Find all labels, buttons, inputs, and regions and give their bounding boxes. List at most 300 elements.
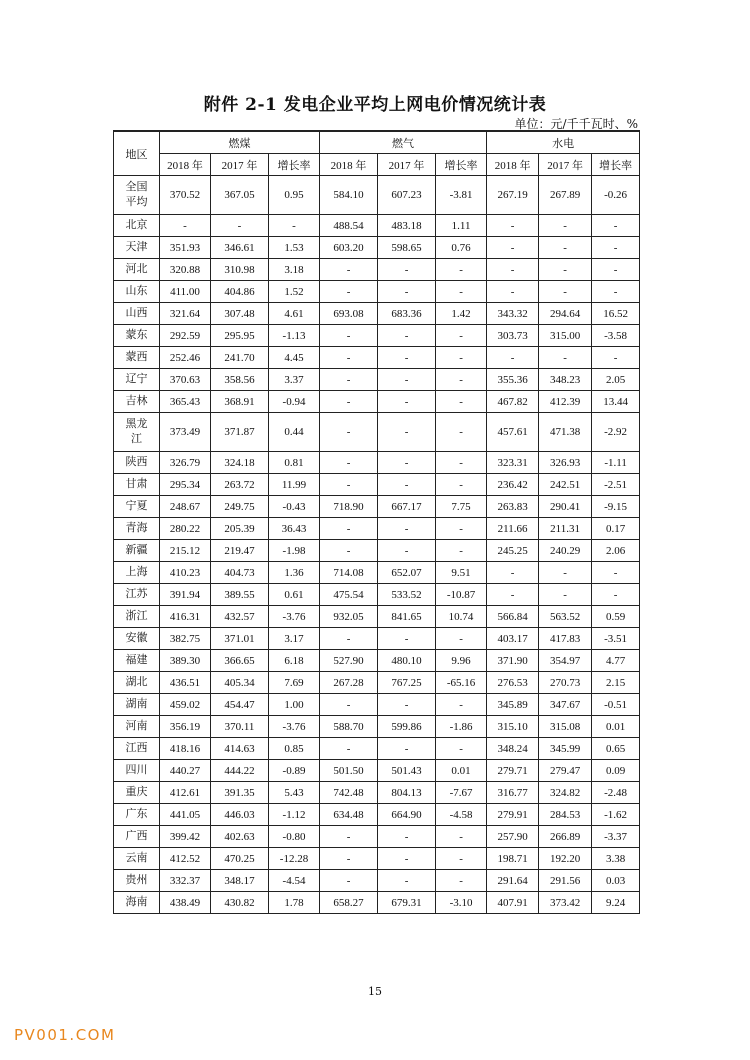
value-cell: 3.38 [592,848,640,870]
value-cell: 4.77 [592,650,640,672]
value-cell: - [320,848,378,870]
value-cell: - [436,738,487,760]
header-sub: 增长率 [592,154,640,176]
region-cell: 全国平均 [114,176,160,215]
value-cell: 0.01 [436,760,487,782]
value-cell: 236.42 [487,474,539,496]
value-cell: - [487,215,539,237]
value-cell: 603.20 [320,237,378,259]
value-cell: -1.62 [592,804,640,826]
value-cell: 270.73 [539,672,592,694]
table-row [114,237,640,259]
value-cell: - [436,413,487,452]
value-cell: - [378,452,436,474]
value-cell: - [487,237,539,259]
value-cell: 404.86 [211,281,269,303]
table-row [114,281,640,303]
value-cell: 412.39 [539,391,592,413]
value-cell: 347.67 [539,694,592,716]
value-cell: - [539,281,592,303]
table-row [114,518,640,540]
header-sub: 2017 年 [378,154,436,176]
value-cell: 430.82 [211,892,269,914]
region-cell: 湖北 [114,672,160,694]
value-cell: 436.51 [160,672,211,694]
value-cell: - [378,848,436,870]
value-cell: 295.34 [160,474,211,496]
value-cell: 11.99 [269,474,320,496]
value-cell: 417.83 [539,628,592,650]
value-cell: 1.36 [269,562,320,584]
value-cell: 454.47 [211,694,269,716]
region-cell: 河南 [114,716,160,738]
value-cell: - [539,237,592,259]
value-cell: 358.56 [211,369,269,391]
value-cell: -3.51 [592,628,640,650]
region-cell: 四川 [114,760,160,782]
value-cell: - [378,325,436,347]
value-cell: -2.92 [592,413,640,452]
header-sub: 2017 年 [211,154,269,176]
table-row [114,848,640,870]
value-cell: 0.76 [436,237,487,259]
value-cell: - [539,215,592,237]
region-cell: 黑龙江 [114,413,160,452]
value-cell: 267.28 [320,672,378,694]
value-cell: 403.17 [487,628,539,650]
value-cell: -7.67 [436,782,487,804]
value-cell: - [320,325,378,347]
value-cell: - [320,518,378,540]
region-cell: 天津 [114,237,160,259]
value-cell: 382.75 [160,628,211,650]
value-cell: 280.22 [160,518,211,540]
value-cell: 446.03 [211,804,269,826]
value-cell: 295.95 [211,325,269,347]
value-cell: - [436,518,487,540]
table-row [114,215,640,237]
value-cell: - [320,391,378,413]
value-cell: 457.61 [487,413,539,452]
value-cell: - [378,369,436,391]
value-cell: 1.42 [436,303,487,325]
value-cell: 742.48 [320,782,378,804]
value-cell: -10.87 [436,584,487,606]
value-cell: 355.36 [487,369,539,391]
value-cell: 370.63 [160,369,211,391]
value-cell: 488.54 [320,215,378,237]
value-cell: 248.67 [160,496,211,518]
table-row [114,694,640,716]
value-cell: - [436,848,487,870]
value-cell: -0.51 [592,694,640,716]
value-cell: 767.25 [378,672,436,694]
value-cell: 326.79 [160,452,211,474]
value-cell: 205.39 [211,518,269,540]
value-cell: 407.91 [487,892,539,914]
value-cell: 215.12 [160,540,211,562]
table-row [114,606,640,628]
value-cell: 343.32 [487,303,539,325]
header-sub: 2018 年 [487,154,539,176]
value-cell: 0.44 [269,413,320,452]
value-cell: 346.61 [211,237,269,259]
value-cell: 252.46 [160,347,211,369]
value-cell: 279.91 [487,804,539,826]
value-cell: 2.06 [592,540,640,562]
value-cell: 598.65 [378,237,436,259]
value-cell: 320.88 [160,259,211,281]
table-row [114,369,640,391]
value-cell: 373.49 [160,413,211,452]
value-cell: 303.73 [487,325,539,347]
value-cell: - [320,281,378,303]
value-cell: 444.22 [211,760,269,782]
value-cell: - [487,562,539,584]
value-cell: 242.51 [539,474,592,496]
value-cell: - [436,474,487,496]
table-row [114,892,640,914]
region-cell: 浙江 [114,606,160,628]
region-cell: 安徽 [114,628,160,650]
header-group-coal: 燃煤 [160,131,320,154]
value-cell: 249.75 [211,496,269,518]
table-title: 附件 2-1 发电企业平均上网电价情况统计表 [203,95,547,115]
value-cell: 321.64 [160,303,211,325]
value-cell: 16.52 [592,303,640,325]
value-cell: - [378,540,436,562]
table-row [114,176,640,215]
value-cell: -1.11 [592,452,640,474]
table-row [114,804,640,826]
value-cell: 1.00 [269,694,320,716]
table-row [114,562,640,584]
value-cell: 533.52 [378,584,436,606]
value-cell: 0.81 [269,452,320,474]
value-cell: - [436,369,487,391]
value-cell: 405.34 [211,672,269,694]
value-cell: -0.89 [269,760,320,782]
value-cell: - [436,325,487,347]
value-cell: 634.48 [320,804,378,826]
value-cell: - [592,215,640,237]
value-cell: 399.42 [160,826,211,848]
table-row [114,413,640,452]
value-cell: - [436,628,487,650]
value-cell: 240.29 [539,540,592,562]
value-cell: - [539,347,592,369]
value-cell: 5.43 [269,782,320,804]
value-cell: - [436,540,487,562]
value-cell: - [592,237,640,259]
value-cell: 527.90 [320,650,378,672]
value-cell: 291.56 [539,870,592,892]
value-cell: 373.42 [539,892,592,914]
value-cell: 2.15 [592,672,640,694]
value-cell: 348.24 [487,738,539,760]
value-cell: -0.80 [269,826,320,848]
value-cell: - [320,259,378,281]
value-cell: - [320,452,378,474]
value-cell: - [436,347,487,369]
value-cell: - [378,694,436,716]
value-cell: 371.90 [487,650,539,672]
region-cell: 江西 [114,738,160,760]
value-cell: 932.05 [320,606,378,628]
value-cell: - [487,347,539,369]
value-cell: 291.64 [487,870,539,892]
value-cell: 418.16 [160,738,211,760]
value-cell: - [436,826,487,848]
value-cell: 410.23 [160,562,211,584]
region-cell: 重庆 [114,782,160,804]
value-cell: 3.18 [269,259,320,281]
value-cell: -0.43 [269,496,320,518]
value-cell: 9.51 [436,562,487,584]
value-cell: - [539,584,592,606]
table-row [114,650,640,672]
value-cell: 345.89 [487,694,539,716]
value-cell: 683.36 [378,303,436,325]
table-row [114,738,640,760]
value-cell: 310.98 [211,259,269,281]
region-cell: 广东 [114,804,160,826]
header-region: 地区 [114,131,160,176]
value-cell: 0.09 [592,760,640,782]
value-cell: 412.52 [160,848,211,870]
value-cell: 432.57 [211,606,269,628]
value-cell: -3.37 [592,826,640,848]
value-cell: 7.75 [436,496,487,518]
value-cell: - [592,281,640,303]
value-cell: - [378,413,436,452]
value-cell: 664.90 [378,804,436,826]
value-cell: - [592,562,640,584]
value-cell: - [592,347,640,369]
value-cell: - [378,870,436,892]
value-cell: 365.43 [160,391,211,413]
table-row [114,716,640,738]
value-cell: 9.96 [436,650,487,672]
value-cell: -1.13 [269,325,320,347]
table-row [114,760,640,782]
region-cell: 吉林 [114,391,160,413]
value-cell: 416.31 [160,606,211,628]
value-cell: -3.58 [592,325,640,347]
value-cell: 2.05 [592,369,640,391]
value-cell: -1.98 [269,540,320,562]
value-cell: 470.25 [211,848,269,870]
value-cell: 1.52 [269,281,320,303]
value-cell: 315.10 [487,716,539,738]
region-cell: 新疆 [114,540,160,562]
header-sub: 增长率 [269,154,320,176]
table-row [114,347,640,369]
value-cell: 370.52 [160,176,211,215]
value-cell: 257.90 [487,826,539,848]
value-cell: - [378,347,436,369]
value-cell: - [378,826,436,848]
value-cell: 13.44 [592,391,640,413]
value-cell: 354.97 [539,650,592,672]
value-cell: -2.48 [592,782,640,804]
region-cell: 蒙西 [114,347,160,369]
value-cell: - [378,518,436,540]
value-cell: 483.18 [378,215,436,237]
value-cell: 693.08 [320,303,378,325]
value-cell: 7.69 [269,672,320,694]
value-cell: 211.66 [487,518,539,540]
value-cell: 326.93 [539,452,592,474]
table-row [114,672,640,694]
header-sub: 2018 年 [320,154,378,176]
value-cell: 563.52 [539,606,592,628]
value-cell: 566.84 [487,606,539,628]
table-row [114,452,640,474]
value-cell: 9.24 [592,892,640,914]
value-cell: 3.37 [269,369,320,391]
region-cell: 蒙东 [114,325,160,347]
value-cell: 391.35 [211,782,269,804]
value-cell: 0.01 [592,716,640,738]
value-cell: - [487,584,539,606]
value-cell: 356.19 [160,716,211,738]
value-cell: 411.00 [160,281,211,303]
value-cell: - [320,413,378,452]
value-cell: 294.64 [539,303,592,325]
value-cell: 323.31 [487,452,539,474]
value-cell: 245.25 [487,540,539,562]
value-cell: 588.70 [320,716,378,738]
value-cell: 714.08 [320,562,378,584]
value-cell: 370.11 [211,716,269,738]
value-cell: 679.31 [378,892,436,914]
value-cell: 211.31 [539,518,592,540]
value-cell: 198.71 [487,848,539,870]
value-cell: 480.10 [378,650,436,672]
table-row [114,870,640,892]
value-cell: - [320,738,378,760]
value-cell: 263.72 [211,474,269,496]
value-cell: - [320,540,378,562]
table-body [114,176,640,914]
value-cell: 348.17 [211,870,269,892]
region-cell: 湖南 [114,694,160,716]
value-cell: - [436,281,487,303]
region-cell: 甘肃 [114,474,160,496]
region-cell: 江苏 [114,584,160,606]
value-cell: 351.93 [160,237,211,259]
value-cell: 267.89 [539,176,592,215]
value-cell: 36.43 [269,518,320,540]
table-row [114,782,640,804]
table-row [114,474,640,496]
value-cell: 4.61 [269,303,320,325]
value-cell: 345.99 [539,738,592,760]
value-cell: 501.43 [378,760,436,782]
value-cell: - [320,347,378,369]
region-cell: 北京 [114,215,160,237]
value-cell: - [320,628,378,650]
value-cell: 0.03 [592,870,640,892]
value-cell: 366.65 [211,650,269,672]
region-cell: 海南 [114,892,160,914]
price-statistics-table [113,130,640,914]
value-cell: - [436,694,487,716]
value-cell: -65.16 [436,672,487,694]
value-cell: - [592,584,640,606]
value-cell: 459.02 [160,694,211,716]
value-cell: 841.65 [378,606,436,628]
value-cell: - [269,215,320,237]
value-cell: 652.07 [378,562,436,584]
value-cell: 290.41 [539,496,592,518]
value-cell: 0.17 [592,518,640,540]
value-cell: - [436,259,487,281]
value-cell: 241.70 [211,347,269,369]
value-cell: 404.73 [211,562,269,584]
value-cell: - [378,259,436,281]
region-cell: 陕西 [114,452,160,474]
value-cell: 475.54 [320,584,378,606]
region-cell: 河北 [114,259,160,281]
value-cell: 1.78 [269,892,320,914]
table-row [114,540,640,562]
value-cell: - [211,215,269,237]
table-row [114,391,640,413]
value-cell: -3.10 [436,892,487,914]
value-cell: 389.30 [160,650,211,672]
value-cell: 0.65 [592,738,640,760]
value-cell: 667.17 [378,496,436,518]
value-cell: - [436,391,487,413]
value-cell: - [160,215,211,237]
value-cell: - [320,870,378,892]
value-cell: - [378,391,436,413]
value-cell: - [320,826,378,848]
value-cell: 607.23 [378,176,436,215]
unit-note: 单位：元/千千瓦时、% [514,117,638,131]
value-cell: 402.63 [211,826,269,848]
value-cell: - [487,281,539,303]
value-cell: - [378,474,436,496]
value-cell: - [592,259,640,281]
value-cell: - [320,474,378,496]
value-cell: 471.38 [539,413,592,452]
value-cell: 307.48 [211,303,269,325]
value-cell: -4.54 [269,870,320,892]
value-cell: 284.53 [539,804,592,826]
table-row [114,584,640,606]
value-cell: 4.45 [269,347,320,369]
value-cell: 316.77 [487,782,539,804]
value-cell: 324.18 [211,452,269,474]
value-cell: 371.87 [211,413,269,452]
value-cell: -4.58 [436,804,487,826]
value-cell: 315.00 [539,325,592,347]
value-cell: 367.05 [211,176,269,215]
value-cell: 438.49 [160,892,211,914]
value-cell: 658.27 [320,892,378,914]
value-cell: 6.18 [269,650,320,672]
value-cell: 718.90 [320,496,378,518]
watermark-logo: PV001.COM [14,1026,116,1044]
value-cell: 804.13 [378,782,436,804]
region-cell: 辽宁 [114,369,160,391]
region-cell: 福建 [114,650,160,672]
value-cell: 1.53 [269,237,320,259]
value-cell: 0.85 [269,738,320,760]
